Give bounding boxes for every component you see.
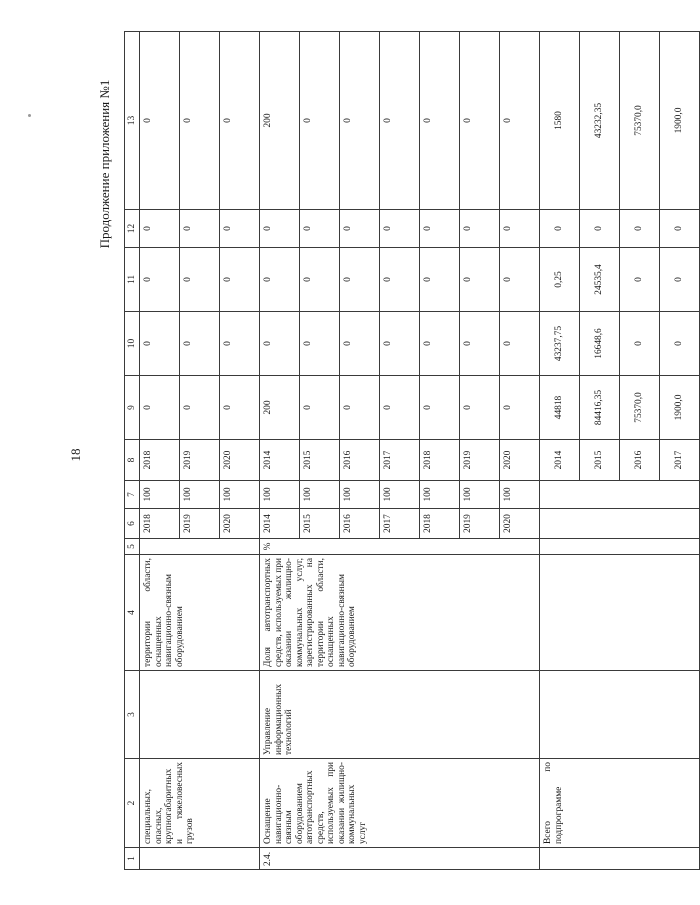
value-cell: 43232,35: [580, 32, 620, 210]
event-name-cell: специальных, опасных, крупногабаритных и тяжеловесных грузов: [140, 759, 260, 848]
row-number-cell: [540, 848, 700, 870]
header-cell: 13: [125, 32, 140, 210]
value-cell: 0: [260, 312, 300, 376]
value-cell: 0: [140, 32, 180, 210]
year-cell: 2017: [380, 509, 420, 539]
table-rotator: [124, 32, 685, 870]
indicator-cell: Доля автотранспортных средств, используемых при оказании жилищно-коммунальных услуг, зарегистрированных на территории области, оснащенных навигационно-связным оборудованием: [260, 555, 540, 671]
program-table: [124, 32, 685, 870]
value-cell: 44818: [540, 376, 580, 440]
year-cell: 2018: [140, 509, 180, 539]
year-cell: 2017: [660, 440, 700, 481]
value-cell: 0: [300, 32, 340, 210]
value-cell: 0: [300, 210, 340, 248]
year-cell: 2015: [300, 509, 340, 539]
header-cell: 5: [125, 539, 140, 555]
value-cell: 0: [460, 248, 500, 312]
value-cell: 100: [340, 481, 380, 509]
value-cell: [540, 481, 700, 509]
row-number-cell: [140, 848, 260, 870]
value-cell: 84416,35: [580, 376, 620, 440]
value-cell: 0: [380, 312, 420, 376]
value-cell: 0: [380, 32, 420, 210]
value-cell: 0: [460, 210, 500, 248]
header-cell: 6: [125, 509, 140, 539]
value-cell: 0: [180, 248, 220, 312]
value-cell: 0: [340, 32, 380, 210]
page-number: 18: [68, 448, 83, 462]
executor-cell: [140, 671, 260, 759]
value-cell: 0: [220, 312, 260, 376]
unit-cell: %: [260, 539, 540, 555]
value-cell: 0: [460, 376, 500, 440]
year-cell: 2016: [340, 509, 380, 539]
year-cell: 2019: [180, 440, 220, 481]
year-cell: 2016: [620, 440, 660, 481]
value-cell: 0: [420, 376, 460, 440]
value-cell: 0: [300, 248, 340, 312]
year-cell: 2019: [180, 509, 220, 539]
year-cell: 2019: [460, 440, 500, 481]
scan-artifact: [28, 114, 31, 117]
year-cell: 2014: [260, 440, 300, 481]
year-cell: 2020: [220, 509, 260, 539]
event-name-cell: Оснащение навигационно-связным оборудованием автотранспортных средств, используемых при оказании жилищно-коммунальных услуг: [260, 759, 540, 848]
value-cell: 0: [500, 312, 540, 376]
value-cell: 0: [380, 248, 420, 312]
table-row: [140, 32, 180, 870]
year-cell: 2020: [220, 440, 260, 481]
value-cell: 0: [500, 32, 540, 210]
year-cell: 2014: [260, 509, 300, 539]
value-cell: 0: [460, 312, 500, 376]
total-row: [540, 32, 580, 870]
value-cell: 0: [340, 248, 380, 312]
value-cell: 0: [380, 376, 420, 440]
value-cell: 0: [300, 376, 340, 440]
year-cell: 2017: [380, 440, 420, 481]
value-cell: 0: [660, 248, 700, 312]
value-cell: 0: [180, 312, 220, 376]
header-cell: 11: [125, 248, 140, 312]
executor-cell: [540, 671, 700, 759]
header-cell: 7: [125, 481, 140, 509]
value-cell: 100: [380, 481, 420, 509]
value-cell: 0: [500, 210, 540, 248]
value-cell: 0: [180, 210, 220, 248]
executor-cell: Управление информационных технологий: [260, 671, 540, 759]
value-cell: 0: [540, 210, 580, 248]
header-cell: 8: [125, 440, 140, 481]
indicator-cell: [540, 555, 700, 671]
value-cell: 0: [620, 210, 660, 248]
value-cell: 0: [420, 210, 460, 248]
value-cell: 100: [220, 481, 260, 509]
value-cell: 0: [180, 32, 220, 210]
year-cell: 2018: [140, 440, 180, 481]
value-cell: 75370,0: [620, 32, 660, 210]
unit-cell: [140, 539, 260, 555]
data-table: [124, 31, 700, 870]
header-cell: 3: [125, 671, 140, 759]
year-cell: 2018: [420, 440, 460, 481]
value-cell: 0,25: [540, 248, 580, 312]
value-cell: 0: [140, 312, 180, 376]
unit-cell: [540, 539, 700, 555]
year-cell: 2014: [540, 440, 580, 481]
value-cell: 0: [220, 248, 260, 312]
value-cell: 1900,0: [660, 376, 700, 440]
value-cell: 100: [420, 481, 460, 509]
value-cell: 43237,75: [540, 312, 580, 376]
value-cell: 100: [500, 481, 540, 509]
table-row: [260, 32, 300, 870]
value-cell: 0: [420, 248, 460, 312]
value-cell: 0: [220, 210, 260, 248]
value-cell: 0: [500, 248, 540, 312]
value-cell: 0: [260, 248, 300, 312]
value-cell: 0: [580, 210, 620, 248]
value-cell: 0: [380, 210, 420, 248]
year-cell: [540, 509, 700, 539]
value-cell: 0: [220, 376, 260, 440]
year-cell: 2020: [500, 440, 540, 481]
value-cell: 0: [340, 210, 380, 248]
value-cell: 0: [180, 376, 220, 440]
appendix-title: Продолжение приложения №1: [97, 79, 112, 249]
value-cell: 0: [620, 248, 660, 312]
year-cell: 2015: [580, 440, 620, 481]
value-cell: 0: [140, 376, 180, 440]
value-cell: 0: [140, 248, 180, 312]
value-cell: 0: [420, 32, 460, 210]
value-cell: 0: [500, 376, 540, 440]
value-cell: 75370,0: [620, 376, 660, 440]
value-cell: 0: [340, 312, 380, 376]
value-cell: 0: [620, 312, 660, 376]
indicator-cell: территории области, оснащенных навигационно-связным оборудованием: [140, 555, 260, 671]
year-cell: 2019: [460, 509, 500, 539]
value-cell: 16648,6: [580, 312, 620, 376]
value-cell: 200: [260, 32, 300, 210]
year-cell: 2015: [300, 440, 340, 481]
header-cell: 9: [125, 376, 140, 440]
value-cell: 100: [180, 481, 220, 509]
year-cell: 2016: [340, 440, 380, 481]
value-cell: 0: [140, 210, 180, 248]
value-cell: 0: [220, 32, 260, 210]
value-cell: 0: [340, 376, 380, 440]
header-row: [125, 32, 140, 870]
value-cell: 100: [300, 481, 340, 509]
year-cell: 2018: [420, 509, 460, 539]
value-cell: 0: [660, 210, 700, 248]
row-number-cell: 2.4.: [260, 848, 540, 870]
value-cell: 0: [260, 210, 300, 248]
value-cell: 100: [140, 481, 180, 509]
header-cell: 10: [125, 312, 140, 376]
value-cell: 100: [460, 481, 500, 509]
header-cell: 2: [125, 759, 140, 848]
header-cell: 12: [125, 210, 140, 248]
value-cell: 0: [460, 32, 500, 210]
value-cell: 0: [300, 312, 340, 376]
total-label-cell: Всего по подпрограмме: [540, 759, 700, 848]
header-cell: 1: [125, 848, 140, 870]
value-cell: 100: [260, 481, 300, 509]
year-cell: 2020: [500, 509, 540, 539]
header-cell: 4: [125, 555, 140, 671]
value-cell: 0: [420, 312, 460, 376]
value-cell: 1580: [540, 32, 580, 210]
value-cell: 1900,0: [660, 32, 700, 210]
value-cell: 24535,4: [580, 248, 620, 312]
value-cell: 200: [260, 376, 300, 440]
value-cell: 0: [660, 312, 700, 376]
